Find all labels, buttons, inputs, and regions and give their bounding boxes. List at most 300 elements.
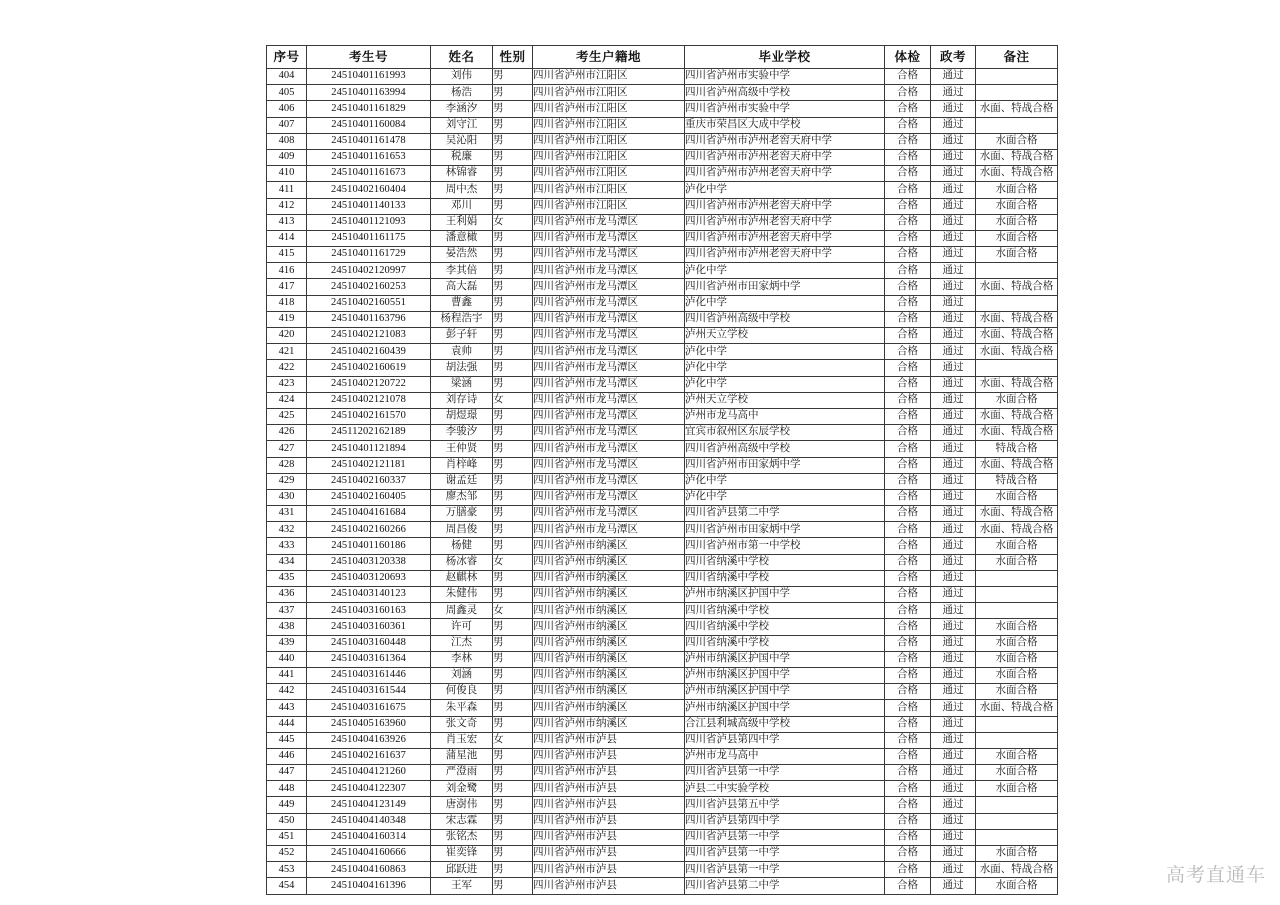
- cell-remark: [976, 69, 1058, 85]
- cell-school: 四川省泸州市泸州老窖天府中学: [685, 166, 885, 182]
- cell-gender: 女: [493, 603, 533, 619]
- cell-name: 刘存诗: [431, 392, 493, 408]
- cell-political: 通过: [931, 797, 976, 813]
- cell-seq: 429: [267, 473, 307, 489]
- cell-political: 通过: [931, 295, 976, 311]
- cell-remark: 水面、特战合格: [976, 522, 1058, 538]
- cell-school: 四川省纳溪中学校: [685, 619, 885, 635]
- cell-name: 潘意橄: [431, 230, 493, 246]
- table-row: [267, 603, 1058, 619]
- cell-seq: 434: [267, 554, 307, 570]
- cell-name: 唐澍伟: [431, 797, 493, 813]
- cell-school: 泸州市纳溪区护国中学: [685, 667, 885, 683]
- cell-exam-no: 24510402161637: [307, 748, 431, 764]
- cell-seq: 425: [267, 408, 307, 424]
- cell-remark: 水面合格: [976, 846, 1058, 862]
- cell-seq: 422: [267, 360, 307, 376]
- table-row: [267, 149, 1058, 165]
- cell-exam-no: 24510402121078: [307, 392, 431, 408]
- cell-domicile: 四川省泸州市纳溪区: [533, 635, 685, 651]
- cell-school: 四川省纳溪中学校: [685, 635, 885, 651]
- cell-name: 严澄雨: [431, 765, 493, 781]
- cell-name: 谢孟廷: [431, 473, 493, 489]
- cell-domicile: 四川省泸州市龙马潭区: [533, 247, 685, 263]
- cell-school: 四川省泸县第一中学: [685, 846, 885, 862]
- cell-physical: 合格: [885, 716, 931, 732]
- cell-name: 杨浩: [431, 85, 493, 101]
- table-row: [267, 862, 1058, 878]
- cell-school: 四川省泸州市泸州老窖天府中学: [685, 214, 885, 230]
- cell-school: 合江县利城高级中学校: [685, 716, 885, 732]
- cell-exam-no: 24510402160439: [307, 344, 431, 360]
- table-row: [267, 538, 1058, 554]
- cell-seq: 433: [267, 538, 307, 554]
- table-row: [267, 489, 1058, 505]
- cell-exam-no: 24510403160361: [307, 619, 431, 635]
- cell-school: 泸州市龙马高中: [685, 408, 885, 424]
- cell-political: 通过: [931, 700, 976, 716]
- cell-remark: [976, 813, 1058, 829]
- table-row: [267, 667, 1058, 683]
- cell-domicile: 四川省泸州市纳溪区: [533, 716, 685, 732]
- cell-seq: 405: [267, 85, 307, 101]
- cell-name: 王军: [431, 878, 493, 894]
- cell-remark: 水面、特战合格: [976, 376, 1058, 392]
- cell-physical: 合格: [885, 878, 931, 894]
- cell-remark: 水面、特战合格: [976, 457, 1058, 473]
- cell-physical: 合格: [885, 392, 931, 408]
- cell-physical: 合格: [885, 538, 931, 554]
- cell-remark: 水面、特战合格: [976, 506, 1058, 522]
- cell-gender: 男: [493, 473, 533, 489]
- cell-gender: 男: [493, 765, 533, 781]
- cell-exam-no: 24510403140123: [307, 587, 431, 603]
- cell-political: 通过: [931, 166, 976, 182]
- cell-gender: 男: [493, 700, 533, 716]
- cell-exam-no: 24510402160253: [307, 279, 431, 295]
- table-body: [267, 69, 1058, 895]
- cell-school: 四川省泸州市实验中学: [685, 101, 885, 117]
- cell-gender: 男: [493, 425, 533, 441]
- cell-seq: 442: [267, 684, 307, 700]
- cell-name: 肖玉宏: [431, 732, 493, 748]
- watermark-label: 高考直通车: [1165, 864, 1266, 886]
- cell-name: 李涵汐: [431, 101, 493, 117]
- cell-name: 许可: [431, 619, 493, 635]
- cell-seq: 431: [267, 506, 307, 522]
- cell-political: 通过: [931, 716, 976, 732]
- cell-political: 通过: [931, 813, 976, 829]
- cell-school: 泸化中学: [685, 263, 885, 279]
- cell-domicile: 四川省泸州市龙马潭区: [533, 230, 685, 246]
- cell-school: 四川省纳溪中学校: [685, 554, 885, 570]
- cell-gender: 男: [493, 360, 533, 376]
- cell-remark: 水面合格: [976, 667, 1058, 683]
- cell-political: 通过: [931, 554, 976, 570]
- cell-domicile: 四川省泸州市纳溪区: [533, 667, 685, 683]
- cell-exam-no: 24510404160863: [307, 862, 431, 878]
- cell-gender: 女: [493, 214, 533, 230]
- cell-seq: 446: [267, 748, 307, 764]
- cell-name: 晏浩然: [431, 247, 493, 263]
- cell-school: 四川省纳溪中学校: [685, 570, 885, 586]
- cell-gender: 男: [493, 651, 533, 667]
- cell-domicile: 四川省泸州市纳溪区: [533, 538, 685, 554]
- cell-political: 通过: [931, 344, 976, 360]
- column-header-remark: 备注: [976, 46, 1058, 69]
- cell-gender: 男: [493, 878, 533, 894]
- cell-physical: 合格: [885, 247, 931, 263]
- cell-political: 通过: [931, 214, 976, 230]
- cell-seq: 447: [267, 765, 307, 781]
- cell-gender: 男: [493, 69, 533, 85]
- cell-gender: 男: [493, 635, 533, 651]
- cell-gender: 男: [493, 101, 533, 117]
- cell-seq: 423: [267, 376, 307, 392]
- table-row: [267, 392, 1058, 408]
- cell-name: 杨冰睿: [431, 554, 493, 570]
- cell-name: 刘涵: [431, 667, 493, 683]
- cell-name: 崔奕锋: [431, 846, 493, 862]
- cell-gender: 女: [493, 732, 533, 748]
- cell-domicile: 四川省泸州市龙马潭区: [533, 522, 685, 538]
- cell-physical: 合格: [885, 295, 931, 311]
- cell-remark: 水面、特战合格: [976, 101, 1058, 117]
- cell-gender: 男: [493, 667, 533, 683]
- cell-remark: 水面、特战合格: [976, 700, 1058, 716]
- cell-physical: 合格: [885, 813, 931, 829]
- cell-exam-no: 24510404160666: [307, 846, 431, 862]
- table-row: [267, 716, 1058, 732]
- column-header-domicile: 考生户籍地: [533, 46, 685, 69]
- cell-exam-no: 24510401161673: [307, 166, 431, 182]
- cell-domicile: 四川省泸州市江阳区: [533, 182, 685, 198]
- table-row: [267, 554, 1058, 570]
- cell-school: 四川省泸州市泸州老窖天府中学: [685, 198, 885, 214]
- column-header-school: 毕业学校: [685, 46, 885, 69]
- cell-name: 赵麒林: [431, 570, 493, 586]
- table-row: [267, 781, 1058, 797]
- cell-domicile: 四川省泸州市龙马潭区: [533, 360, 685, 376]
- cell-physical: 合格: [885, 457, 931, 473]
- cell-gender: 男: [493, 846, 533, 862]
- cell-remark: 水面合格: [976, 651, 1058, 667]
- cell-school: 四川省泸县第一中学: [685, 765, 885, 781]
- cell-domicile: 四川省泸州市纳溪区: [533, 570, 685, 586]
- cell-remark: [976, 587, 1058, 603]
- cell-name: 李其倍: [431, 263, 493, 279]
- cell-physical: 合格: [885, 522, 931, 538]
- table-row: [267, 797, 1058, 813]
- cell-seq: 416: [267, 263, 307, 279]
- cell-exam-no: 24510405163960: [307, 716, 431, 732]
- cell-seq: 407: [267, 117, 307, 133]
- cell-exam-no: 24510404160314: [307, 829, 431, 845]
- table-row: [267, 878, 1058, 894]
- cell-political: 通过: [931, 247, 976, 263]
- cell-political: 通过: [931, 862, 976, 878]
- cell-exam-no: 24510401121093: [307, 214, 431, 230]
- cell-name: 李骏汐: [431, 425, 493, 441]
- cell-remark: 特战合格: [976, 473, 1058, 489]
- cell-exam-no: 24510403120338: [307, 554, 431, 570]
- roster-table-container: [266, 45, 1054, 895]
- cell-seq: 420: [267, 328, 307, 344]
- cell-domicile: 四川省泸州市龙马潭区: [533, 506, 685, 522]
- cell-domicile: 四川省泸州市纳溪区: [533, 651, 685, 667]
- table-row: [267, 214, 1058, 230]
- cell-domicile: 四川省泸州市纳溪区: [533, 700, 685, 716]
- cell-physical: 合格: [885, 587, 931, 603]
- cell-exam-no: 24510401161729: [307, 247, 431, 263]
- table-row: [267, 69, 1058, 85]
- cell-political: 通过: [931, 230, 976, 246]
- cell-remark: 水面、特战合格: [976, 344, 1058, 360]
- cell-political: 通过: [931, 149, 976, 165]
- table-row: [267, 522, 1058, 538]
- cell-political: 通过: [931, 101, 976, 117]
- cell-exam-no: 24510404163926: [307, 732, 431, 748]
- table-row: [267, 473, 1058, 489]
- cell-domicile: 四川省泸州市纳溪区: [533, 603, 685, 619]
- cell-exam-no: 24510402160551: [307, 295, 431, 311]
- cell-gender: 男: [493, 587, 533, 603]
- cell-remark: 水面合格: [976, 781, 1058, 797]
- cell-school: 泸县二中实验学校: [685, 781, 885, 797]
- cell-exam-no: 24510404122307: [307, 781, 431, 797]
- cell-gender: 男: [493, 781, 533, 797]
- column-header-name: 姓名: [431, 46, 493, 69]
- cell-exam-no: 24510401161478: [307, 133, 431, 149]
- table-row: [267, 732, 1058, 748]
- cell-physical: 合格: [885, 797, 931, 813]
- cell-remark: [976, 295, 1058, 311]
- cell-physical: 合格: [885, 473, 931, 489]
- cell-school: 泸州市纳溪区护国中学: [685, 700, 885, 716]
- cell-seq: 445: [267, 732, 307, 748]
- cell-seq: 432: [267, 522, 307, 538]
- cell-seq: 440: [267, 651, 307, 667]
- cell-physical: 合格: [885, 230, 931, 246]
- cell-school: 四川省泸州市田家炳中学: [685, 522, 885, 538]
- table-row: [267, 635, 1058, 651]
- cell-political: 通过: [931, 182, 976, 198]
- cell-gender: 男: [493, 522, 533, 538]
- cell-political: 通过: [931, 457, 976, 473]
- cell-name: 高大磊: [431, 279, 493, 295]
- cell-physical: 合格: [885, 328, 931, 344]
- table-row: [267, 263, 1058, 279]
- cell-domicile: 四川省泸州市泸县: [533, 878, 685, 894]
- cell-name: 肖梓峰: [431, 457, 493, 473]
- cell-school: 泸化中学: [685, 182, 885, 198]
- cell-remark: 水面合格: [976, 247, 1058, 263]
- cell-domicile: 四川省泸州市龙马潭区: [533, 489, 685, 505]
- table-row: [267, 457, 1058, 473]
- cell-exam-no: 24510401160186: [307, 538, 431, 554]
- cell-name: 宋志霖: [431, 813, 493, 829]
- cell-physical: 合格: [885, 554, 931, 570]
- cell-name: 何俊良: [431, 684, 493, 700]
- cell-gender: 男: [493, 230, 533, 246]
- cell-physical: 合格: [885, 344, 931, 360]
- cell-name: 刘伟: [431, 69, 493, 85]
- table-row: [267, 408, 1058, 424]
- cell-gender: 男: [493, 538, 533, 554]
- cell-gender: 男: [493, 182, 533, 198]
- cell-remark: [976, 829, 1058, 845]
- cell-physical: 合格: [885, 700, 931, 716]
- cell-name: 刘金鹭: [431, 781, 493, 797]
- cell-political: 通过: [931, 846, 976, 862]
- cell-name: 朱健伟: [431, 587, 493, 603]
- cell-remark: 水面、特战合格: [976, 408, 1058, 424]
- table-row: [267, 700, 1058, 716]
- cell-school: 四川省泸县第四中学: [685, 732, 885, 748]
- cell-political: 通过: [931, 538, 976, 554]
- cell-name: 王利娟: [431, 214, 493, 230]
- cell-political: 通过: [931, 198, 976, 214]
- cell-school: 四川省泸州市泸州老窖天府中学: [685, 230, 885, 246]
- cell-school: 四川省泸州市第一中学校: [685, 538, 885, 554]
- cell-seq: 421: [267, 344, 307, 360]
- cell-remark: 水面、特战合格: [976, 328, 1058, 344]
- table-row: [267, 748, 1058, 764]
- cell-seq: 426: [267, 425, 307, 441]
- cell-name: 王仲贤: [431, 441, 493, 457]
- cell-seq: 449: [267, 797, 307, 813]
- cell-name: 袁帅: [431, 344, 493, 360]
- cell-school: 四川省泸州高级中学校: [685, 311, 885, 327]
- cell-gender: 男: [493, 797, 533, 813]
- cell-political: 通过: [931, 117, 976, 133]
- cell-seq: 443: [267, 700, 307, 716]
- cell-political: 通过: [931, 829, 976, 845]
- cell-physical: 合格: [885, 651, 931, 667]
- cell-physical: 合格: [885, 360, 931, 376]
- cell-domicile: 四川省泸州市泸县: [533, 781, 685, 797]
- table-row: [267, 328, 1058, 344]
- cell-political: 通过: [931, 878, 976, 894]
- cell-gender: 男: [493, 408, 533, 424]
- cell-political: 通过: [931, 570, 976, 586]
- cell-seq: 439: [267, 635, 307, 651]
- cell-name: 李林: [431, 651, 493, 667]
- cell-domicile: 四川省泸州市龙马潭区: [533, 392, 685, 408]
- cell-gender: 男: [493, 570, 533, 586]
- cell-exam-no: 24510404123149: [307, 797, 431, 813]
- cell-physical: 合格: [885, 748, 931, 764]
- cell-name: 林锦睿: [431, 166, 493, 182]
- cell-name: 万膳豪: [431, 506, 493, 522]
- cell-remark: 水面合格: [976, 878, 1058, 894]
- cell-exam-no: 24510403160448: [307, 635, 431, 651]
- cell-physical: 合格: [885, 166, 931, 182]
- cell-exam-no: 24511202162189: [307, 425, 431, 441]
- cell-exam-no: 24510401161993: [307, 69, 431, 85]
- cell-remark: [976, 85, 1058, 101]
- cell-gender: 男: [493, 376, 533, 392]
- cell-gender: 男: [493, 133, 533, 149]
- table-row: [267, 247, 1058, 263]
- cell-physical: 合格: [885, 311, 931, 327]
- cell-gender: 男: [493, 489, 533, 505]
- column-header-exam-no: 考生号: [307, 46, 431, 69]
- cell-exam-no: 24510402161570: [307, 408, 431, 424]
- cell-physical: 合格: [885, 441, 931, 457]
- cell-school: 四川省泸县第一中学: [685, 862, 885, 878]
- table-row: [267, 295, 1058, 311]
- table-row: [267, 619, 1058, 635]
- table-row: [267, 311, 1058, 327]
- cell-seq: 441: [267, 667, 307, 683]
- cell-domicile: 四川省泸州市江阳区: [533, 133, 685, 149]
- cell-political: 通过: [931, 133, 976, 149]
- cell-domicile: 四川省泸州市泸县: [533, 797, 685, 813]
- cell-school: 重庆市荣昌区大成中学校: [685, 117, 885, 133]
- cell-domicile: 四川省泸州市泸县: [533, 846, 685, 862]
- cell-domicile: 四川省泸州市龙马潭区: [533, 295, 685, 311]
- cell-gender: 男: [493, 441, 533, 457]
- cell-school: 四川省泸县第二中学: [685, 506, 885, 522]
- cell-physical: 合格: [885, 667, 931, 683]
- cell-seq: 406: [267, 101, 307, 117]
- cell-physical: 合格: [885, 765, 931, 781]
- cell-exam-no: 24510402160337: [307, 473, 431, 489]
- cell-name: 彭子轩: [431, 328, 493, 344]
- cell-exam-no: 24510404121260: [307, 765, 431, 781]
- cell-political: 通过: [931, 748, 976, 764]
- cell-gender: 男: [493, 716, 533, 732]
- cell-physical: 合格: [885, 376, 931, 392]
- cell-name: 廖杰邹: [431, 489, 493, 505]
- cell-domicile: 四川省泸州市江阳区: [533, 166, 685, 182]
- cell-remark: 水面、特战合格: [976, 149, 1058, 165]
- cell-name: 邱跃进: [431, 862, 493, 878]
- cell-school: 泸化中学: [685, 344, 885, 360]
- cell-gender: 男: [493, 457, 533, 473]
- table-row: [267, 765, 1058, 781]
- cell-exam-no: 24510402160404: [307, 182, 431, 198]
- cell-name: 张铭杰: [431, 829, 493, 845]
- cell-school: 泸化中学: [685, 473, 885, 489]
- cell-remark: 水面合格: [976, 554, 1058, 570]
- cell-exam-no: 24510404140348: [307, 813, 431, 829]
- cell-domicile: 四川省泸州市江阳区: [533, 149, 685, 165]
- cell-seq: 452: [267, 846, 307, 862]
- cell-physical: 合格: [885, 149, 931, 165]
- cell-political: 通过: [931, 441, 976, 457]
- cell-name: 曹鑫: [431, 295, 493, 311]
- table-row: [267, 133, 1058, 149]
- cell-domicile: 四川省泸州市泸县: [533, 813, 685, 829]
- cell-physical: 合格: [885, 732, 931, 748]
- cell-gender: 男: [493, 263, 533, 279]
- cell-domicile: 四川省泸州市龙马潭区: [533, 441, 685, 457]
- cell-remark: [976, 117, 1058, 133]
- cell-exam-no: 24510401163994: [307, 85, 431, 101]
- column-header-seq: 序号: [267, 46, 307, 69]
- table-row: [267, 182, 1058, 198]
- cell-political: 通过: [931, 408, 976, 424]
- cell-domicile: 四川省泸州市纳溪区: [533, 684, 685, 700]
- cell-physical: 合格: [885, 829, 931, 845]
- cell-seq: 437: [267, 603, 307, 619]
- cell-name: 江杰: [431, 635, 493, 651]
- cell-physical: 合格: [885, 214, 931, 230]
- cell-gender: 男: [493, 247, 533, 263]
- cell-remark: [976, 797, 1058, 813]
